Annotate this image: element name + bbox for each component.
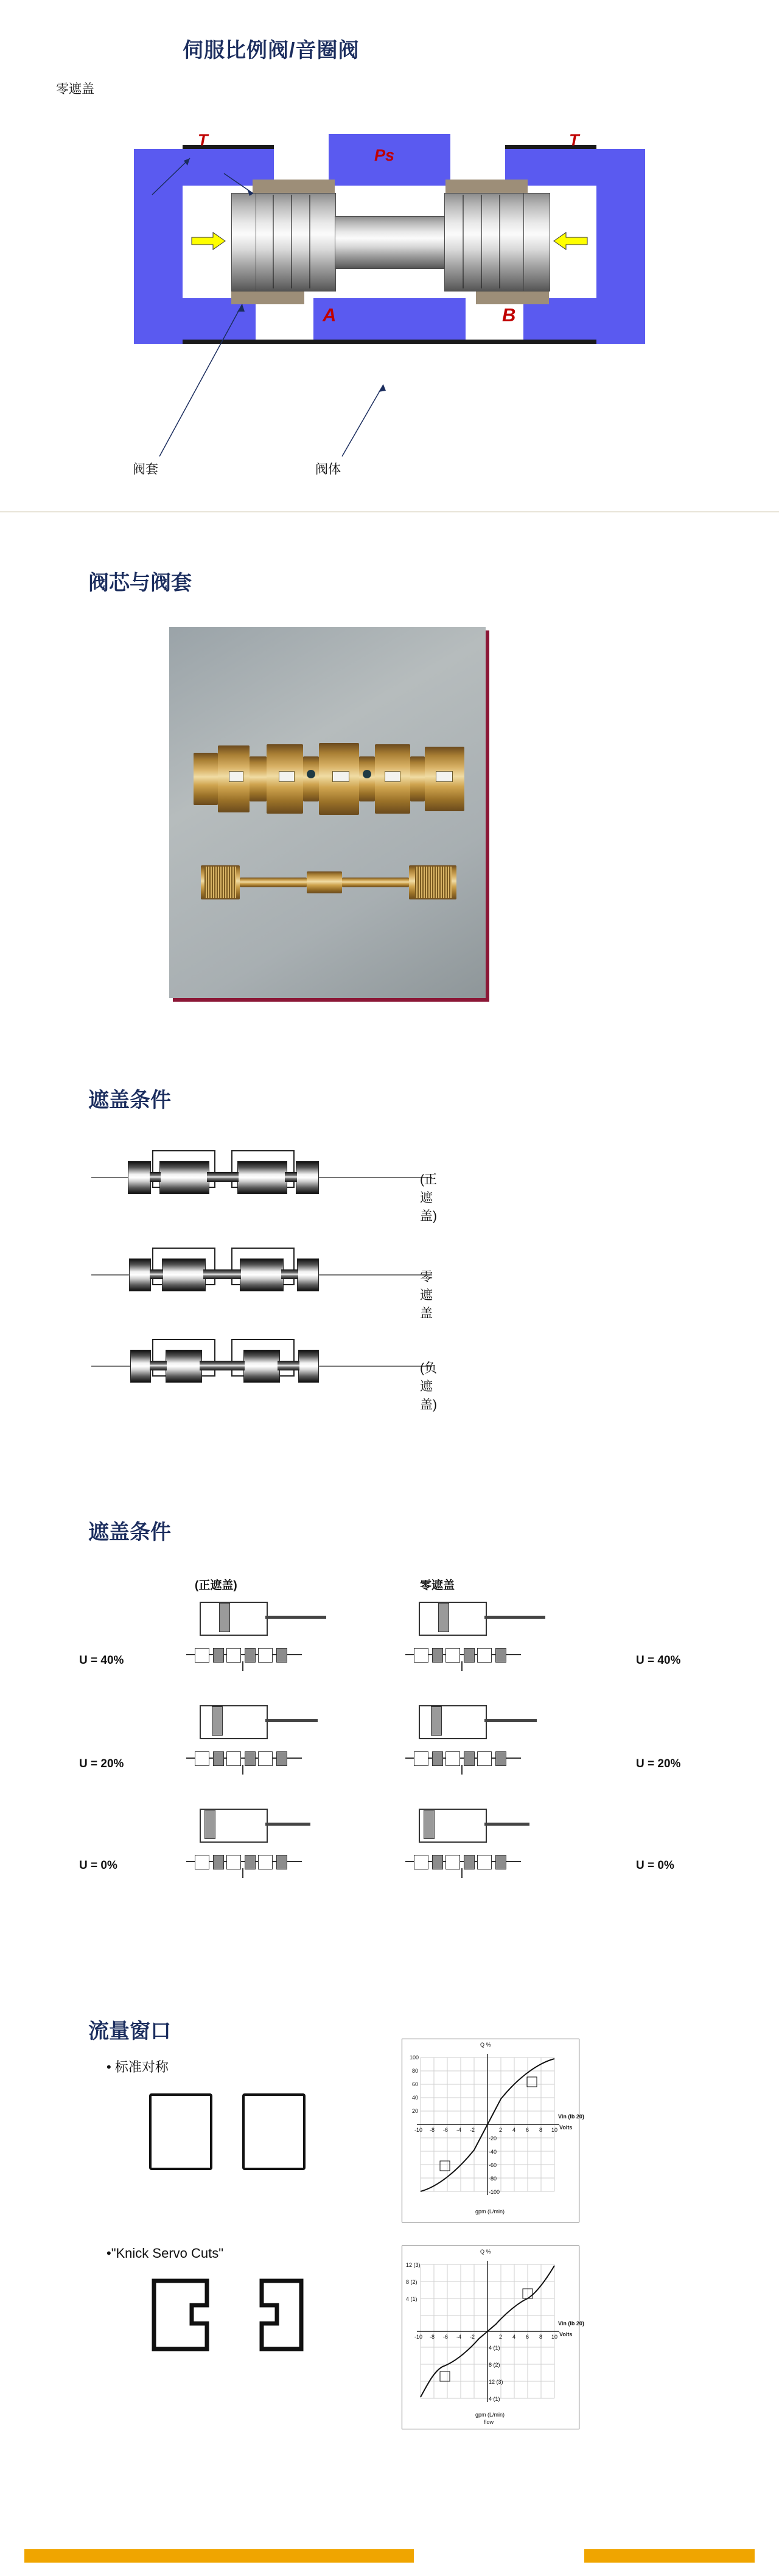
axis-label-volts-2: Volts [559, 2331, 573, 2337]
spool-rod [278, 1361, 299, 1370]
cylinder-barrel [200, 1705, 268, 1739]
ytick: 4 (1) [489, 2396, 500, 2402]
valve-land [432, 1855, 443, 1869]
cylinder-rod [484, 1719, 537, 1722]
valve-land [495, 1855, 506, 1869]
spool-knurl-right [415, 867, 452, 898]
lap-row-zero [91, 1241, 433, 1321]
valve-port [195, 1855, 209, 1869]
valve-port [477, 1855, 492, 1869]
valve-block [186, 1644, 302, 1665]
u-label-left-40: U = 40% [79, 1654, 124, 1667]
body-block-left [134, 149, 183, 344]
spool-shaft-left [240, 878, 307, 887]
valve-land [245, 1855, 256, 1869]
valve-port [226, 1751, 241, 1766]
valve-port [445, 1648, 460, 1663]
bullet-knick-servo-cuts: •"Knick Servo Cuts" [107, 2246, 224, 2261]
valve-port [414, 1751, 428, 1766]
cylinder-rod [484, 1616, 545, 1619]
body-block-bottom-left [183, 298, 256, 344]
bullet-standard-symmetrical: • 标准对称 [107, 2059, 169, 2075]
sleeve-gap-3 [359, 756, 375, 801]
valve-port [258, 1855, 273, 1869]
valve-land [213, 1648, 224, 1663]
spool-sleeve-photo [169, 627, 486, 998]
spool-land-right-outer [523, 193, 550, 291]
spool-land [243, 1350, 280, 1383]
section-flow-windows [0, 2002, 779, 2538]
xtick: 4 [512, 2334, 516, 2340]
supply-line [242, 1765, 243, 1775]
valve-land [213, 1855, 224, 1869]
valve-land [276, 1855, 287, 1869]
section-lap-conditions-schematic [0, 1053, 779, 1491]
valve-port [414, 1855, 428, 1869]
cylinder-barrel [419, 1705, 487, 1739]
xtick: 8 [539, 2127, 543, 2133]
spool-land [297, 1258, 319, 1291]
frame-top-left [183, 145, 274, 149]
label-body: 阀体 [315, 462, 341, 476]
valve-port [226, 1648, 241, 1663]
valve-port [195, 1751, 209, 1766]
frame-top-right [505, 145, 596, 149]
sleeve-gap-2 [303, 756, 319, 801]
valve-block [405, 1748, 521, 1768]
spool-land [128, 1161, 151, 1194]
section-heading-spool: 阀芯与阀套 [88, 571, 192, 595]
groove-line [481, 195, 482, 288]
valve-block [186, 1851, 302, 1872]
xtick: 10 [551, 2127, 558, 2133]
zero-lap-label: 零遮盖 [56, 82, 94, 96]
xtick: 10 [551, 2334, 558, 2340]
flow-chart-standard [402, 2039, 584, 2222]
valve-block [405, 1851, 521, 1872]
sleeve-gap-1 [250, 756, 267, 801]
valve-land [245, 1751, 256, 1766]
sleeve-hole [307, 770, 315, 778]
xtick: 8 [539, 2334, 543, 2340]
sleeve-hole [363, 770, 371, 778]
lap-row-label: (正遮盖) [420, 1173, 437, 1223]
footer-segment [414, 2549, 584, 2563]
sleeve-assembly [194, 739, 464, 819]
sleeve-port [229, 771, 243, 782]
valve-land [432, 1648, 443, 1663]
valve-land [464, 1751, 475, 1766]
spool-land [240, 1258, 284, 1291]
u-label-right-20: U = 20% [636, 1757, 681, 1770]
window-standard-2 [242, 2093, 306, 2170]
ytick: 4 (1) [489, 2345, 500, 2351]
axis-label-gpm: gpm (L/min) [475, 2208, 505, 2215]
cylinder-unit [402, 1704, 554, 1795]
cylinder-piston [219, 1603, 230, 1632]
section-heading-lap-2: 遮盖条件 [88, 1521, 171, 1544]
ytick: 12 (3) [489, 2379, 503, 2385]
sleeve-top-left [253, 180, 335, 193]
valve-land [276, 1751, 287, 1766]
xtick: 6 [526, 2334, 529, 2340]
frame-bottom [183, 340, 596, 344]
window-standard-1 [149, 2093, 212, 2170]
cylinder-unit [183, 1600, 335, 1692]
u-label-left-20: U = 20% [79, 1757, 124, 1770]
axis-label-vin: Vin (lb 20) [558, 2114, 584, 2120]
spool-land [159, 1161, 209, 1194]
xtick: -8 [430, 2334, 435, 2340]
u-label-left-0: U = 0% [79, 1859, 117, 1872]
ytick: 100 [410, 2054, 419, 2061]
port-label-ps: Ps [374, 146, 395, 164]
groove-line [463, 195, 464, 288]
ytick: 20 [412, 2108, 419, 2114]
spool-knurl-left [204, 867, 236, 898]
axis-label-flow: flow [484, 2419, 494, 2425]
port-label-a: A [323, 304, 337, 326]
spool-land [130, 1350, 151, 1383]
port-label-t-left: T [198, 131, 208, 149]
valve-land [495, 1648, 506, 1663]
ytick: -100 [489, 2189, 500, 2195]
ytick: 60 [412, 2081, 419, 2087]
spool-land [162, 1258, 206, 1291]
spool-rod [150, 1269, 163, 1279]
valve-land [464, 1648, 475, 1663]
column-header-overlapped: (正遮盖) [195, 1579, 237, 1592]
cylinder-rod [265, 1719, 318, 1722]
ytick: 80 [412, 2068, 419, 2074]
valve-port [258, 1751, 273, 1766]
ytick: 8 (2) [406, 2279, 417, 2285]
cylinder-rod [265, 1616, 326, 1619]
section-lap-conditions-cylinders [0, 1491, 779, 2002]
section-heading-flow: 流量窗口 [88, 2020, 171, 2043]
sleeve-bottom-left [231, 291, 304, 304]
spool-land-left [256, 193, 336, 291]
cylinder-barrel [419, 1602, 487, 1636]
lap-row-label: (负遮盖) [420, 1361, 437, 1412]
spool-land-center [307, 871, 342, 893]
ytick: -60 [489, 2162, 497, 2168]
section-heading-lap: 遮盖条件 [88, 1089, 171, 1112]
xtick: -6 [443, 2127, 449, 2133]
xtick: -6 [443, 2334, 449, 2340]
port-label-t-right: T [569, 131, 579, 149]
spool-rod [200, 1361, 245, 1370]
u-label-right-40: U = 40% [636, 1654, 681, 1667]
ytick: -80 [489, 2176, 497, 2182]
spool-rod [150, 1172, 161, 1182]
valve-land [245, 1648, 256, 1663]
port-label-b: B [502, 304, 516, 326]
axis-label-volts: Volts [559, 2124, 573, 2131]
ytick: 40 [412, 2095, 419, 2101]
spool-land-left-outer [231, 193, 257, 291]
cylinder-rod [484, 1823, 529, 1826]
sleeve-port [385, 771, 400, 782]
body-block-right [596, 149, 645, 344]
sleeve-port [436, 771, 453, 782]
valve-land [213, 1751, 224, 1766]
xtick: 4 [512, 2127, 516, 2133]
sleeve-port [332, 771, 349, 782]
spool-rod [281, 1269, 298, 1279]
valve-port [195, 1648, 209, 1663]
page-title: 伺服比例阀/音圈阀 [183, 39, 360, 62]
ytick: 4 (1) [406, 2296, 417, 2302]
cylinder-unit [402, 1807, 554, 1899]
spool-rod [207, 1172, 239, 1182]
valve-port [226, 1855, 241, 1869]
xtick: 2 [499, 2127, 503, 2133]
cylinder-piston [438, 1603, 449, 1632]
sleeve-top-right [445, 180, 528, 193]
xtick: -8 [430, 2127, 435, 2133]
spool-land [129, 1258, 151, 1291]
cylinder-unit [183, 1807, 335, 1899]
valve-block [186, 1748, 302, 1768]
sleeve-gap-4 [410, 756, 425, 801]
label-sleeve: 阀套 [133, 462, 158, 476]
footer-bar [24, 2549, 755, 2563]
cylinder-barrel [200, 1602, 268, 1636]
xtick: 6 [526, 2127, 529, 2133]
supply-line [242, 1661, 243, 1671]
supply-line [461, 1868, 463, 1878]
valve-port [414, 1648, 428, 1663]
valve-land [464, 1855, 475, 1869]
spool-land [298, 1350, 319, 1383]
cylinder-piston [204, 1810, 215, 1839]
valve-port [477, 1648, 492, 1663]
supply-line [461, 1765, 463, 1775]
cylinder-piston [424, 1810, 435, 1839]
spool-land [296, 1161, 319, 1194]
lap-row-overlapped [91, 1144, 437, 1223]
axis-label-gpm-2: gpm (L/min) [475, 2412, 505, 2418]
valve-land [432, 1751, 443, 1766]
valve-cross-section [134, 116, 645, 432]
xtick: -4 [456, 2127, 462, 2133]
ytick: 12 (3) [406, 2262, 421, 2268]
spool-land-right [444, 193, 525, 291]
cylinder-piston [212, 1706, 223, 1736]
xtick: 2 [499, 2334, 503, 2340]
groove-line [499, 195, 500, 288]
spool-land [166, 1350, 202, 1383]
spool-shaft-right [342, 878, 409, 887]
supply-line [242, 1868, 243, 1878]
ytick: 8 (2) [489, 2362, 500, 2368]
spool-rod [203, 1269, 241, 1279]
lap-row-label: 零遮盖 [420, 1270, 433, 1321]
xtick: -2 [470, 2334, 475, 2340]
u-label-right-0: U = 0% [636, 1859, 674, 1872]
sleeve-port [279, 771, 295, 782]
section-spool-and-sleeve [0, 523, 779, 1053]
valve-port [258, 1648, 273, 1663]
section-servo-valve [0, 0, 779, 512]
ytick: -40 [489, 2149, 497, 2155]
valve-land [495, 1751, 506, 1766]
spool-land [237, 1161, 287, 1194]
cylinder-piston [431, 1706, 442, 1736]
axis-label-q2: Q % [480, 2249, 491, 2255]
window-knick-2 [243, 2276, 335, 2355]
ytick: -20 [489, 2135, 497, 2141]
cylinder-rod [265, 1823, 310, 1826]
cylinder-unit [402, 1600, 554, 1692]
flow-chart-knick [402, 2246, 584, 2429]
xtick: -10 [414, 2334, 423, 2340]
groove-line [291, 195, 292, 288]
spool-rod [285, 1172, 297, 1182]
sleeve-end-left [194, 753, 218, 805]
valve-land [276, 1648, 287, 1663]
cylinder-unit [183, 1704, 335, 1795]
groove-line [309, 195, 310, 288]
window-knick-1 [149, 2276, 240, 2355]
spool-rod-center [335, 216, 445, 269]
valve-port [445, 1855, 460, 1869]
body-block-bottom-right [523, 298, 596, 344]
column-header-zero: 零遮盖 [420, 1579, 455, 1592]
valve-port [477, 1751, 492, 1766]
xtick: -4 [456, 2334, 462, 2340]
sleeve-bottom-right [476, 291, 549, 304]
valve-port [445, 1751, 460, 1766]
xtick: -10 [414, 2127, 423, 2133]
axis-label-vin-2: Vin (lb 20) [558, 2320, 584, 2326]
lap-row-underlapped [91, 1333, 437, 1412]
spool-part [201, 864, 456, 901]
valve-block [405, 1644, 521, 1665]
supply-line [461, 1661, 463, 1671]
axis-label-q: Q % [480, 2042, 491, 2048]
groove-line [273, 195, 274, 288]
body-block-bottom-center [313, 298, 466, 344]
xtick: -2 [470, 2127, 475, 2133]
spool-rod [150, 1361, 167, 1370]
